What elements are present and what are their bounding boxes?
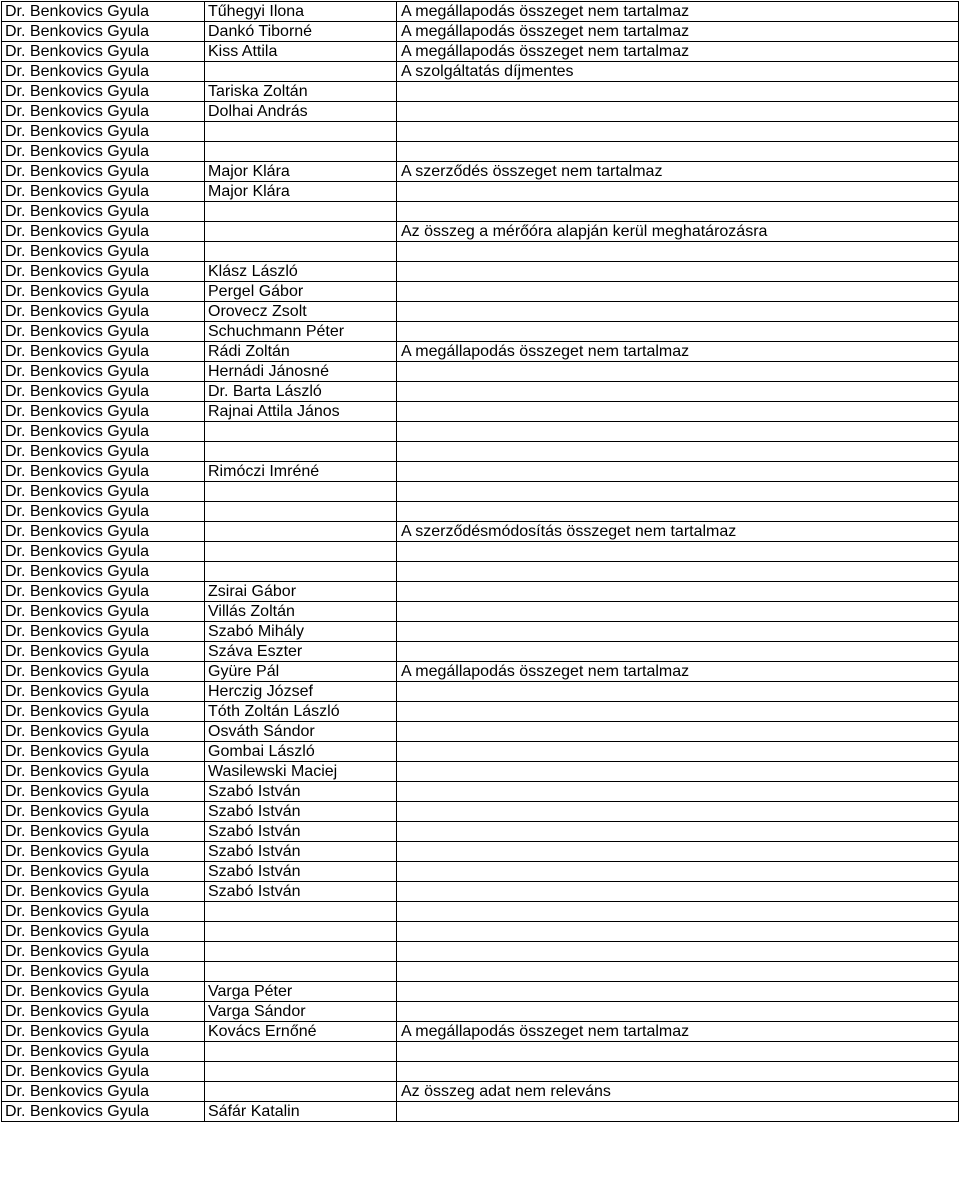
table-row	[2, 62, 959, 82]
responsible-person-cell: Dr. Benkovics Gyula	[2, 42, 205, 62]
contract-party-cell	[205, 1082, 397, 1102]
note-cell	[397, 302, 959, 322]
contract-party-cell: Pergel Gábor	[205, 282, 397, 302]
table-row	[2, 782, 959, 802]
note-cell: A megállapodás összeget nem tartalmaz	[397, 662, 959, 682]
responsible-person-cell: Dr. Benkovics Gyula	[2, 822, 205, 842]
table-row	[2, 762, 959, 782]
responsible-person-cell: Dr. Benkovics Gyula	[2, 582, 205, 602]
contract-party-cell: Major Klára	[205, 162, 397, 182]
table-row	[2, 982, 959, 1002]
table-row	[2, 22, 959, 42]
responsible-person-cell: Dr. Benkovics Gyula	[2, 222, 205, 242]
contract-party-cell	[205, 422, 397, 442]
responsible-person-cell: Dr. Benkovics Gyula	[2, 202, 205, 222]
note-cell	[397, 802, 959, 822]
table-row	[2, 942, 959, 962]
responsible-person-cell: Dr. Benkovics Gyula	[2, 482, 205, 502]
table-row	[2, 322, 959, 342]
responsible-person-cell: Dr. Benkovics Gyula	[2, 722, 205, 742]
table-row	[2, 2, 959, 22]
table-row	[2, 182, 959, 202]
responsible-person-cell: Dr. Benkovics Gyula	[2, 982, 205, 1002]
note-cell	[397, 702, 959, 722]
note-cell: A megállapodás összeget nem tartalmaz	[397, 2, 959, 22]
contract-party-cell	[205, 942, 397, 962]
contract-party-cell: Zsirai Gábor	[205, 582, 397, 602]
contract-party-cell: Szabó István	[205, 782, 397, 802]
contract-party-cell: Gyüre Pál	[205, 662, 397, 682]
table-row	[2, 962, 959, 982]
note-cell	[397, 562, 959, 582]
contract-party-cell: Sáfár Katalin	[205, 1102, 397, 1122]
table-row	[2, 702, 959, 722]
contract-party-cell: Wasilewski Maciej	[205, 762, 397, 782]
table-row	[2, 282, 959, 302]
table-row	[2, 602, 959, 622]
responsible-person-cell: Dr. Benkovics Gyula	[2, 942, 205, 962]
responsible-person-cell: Dr. Benkovics Gyula	[2, 442, 205, 462]
responsible-person-cell: Dr. Benkovics Gyula	[2, 382, 205, 402]
contract-party-cell: Dankó Tiborné	[205, 22, 397, 42]
note-cell	[397, 282, 959, 302]
table-row	[2, 302, 959, 322]
table-row	[2, 882, 959, 902]
responsible-person-cell: Dr. Benkovics Gyula	[2, 182, 205, 202]
responsible-person-cell: Dr. Benkovics Gyula	[2, 302, 205, 322]
table-row	[2, 262, 959, 282]
contract-party-cell: Szabó Mihály	[205, 622, 397, 642]
table-row	[2, 1102, 959, 1122]
note-cell	[397, 82, 959, 102]
contract-party-cell: Kiss Attila	[205, 42, 397, 62]
note-cell	[397, 1002, 959, 1022]
responsible-person-cell: Dr. Benkovics Gyula	[2, 502, 205, 522]
table-row	[2, 682, 959, 702]
responsible-person-cell: Dr. Benkovics Gyula	[2, 862, 205, 882]
note-cell	[397, 582, 959, 602]
note-cell	[397, 1062, 959, 1082]
contract-party-cell	[205, 902, 397, 922]
note-cell	[397, 882, 959, 902]
contract-party-cell	[205, 922, 397, 942]
note-cell	[397, 402, 959, 422]
contract-party-cell	[205, 142, 397, 162]
responsible-person-cell: Dr. Benkovics Gyula	[2, 1002, 205, 1022]
note-cell	[397, 942, 959, 962]
responsible-person-cell: Dr. Benkovics Gyula	[2, 462, 205, 482]
responsible-person-cell: Dr. Benkovics Gyula	[2, 542, 205, 562]
responsible-person-cell: Dr. Benkovics Gyula	[2, 962, 205, 982]
responsible-person-cell: Dr. Benkovics Gyula	[2, 902, 205, 922]
note-cell	[397, 542, 959, 562]
contract-party-cell: Szabó István	[205, 882, 397, 902]
responsible-person-cell: Dr. Benkovics Gyula	[2, 2, 205, 22]
table-row	[2, 382, 959, 402]
contract-party-cell: Hernádi Jánosné	[205, 362, 397, 382]
contract-party-cell: Tariska Zoltán	[205, 82, 397, 102]
contract-party-cell: Gombai László	[205, 742, 397, 762]
contract-party-cell: Dr. Barta László	[205, 382, 397, 402]
contract-party-cell: Rimóczi Imréné	[205, 462, 397, 482]
table-row	[2, 582, 959, 602]
responsible-person-cell: Dr. Benkovics Gyula	[2, 762, 205, 782]
contract-party-cell: Osváth Sándor	[205, 722, 397, 742]
table-row	[2, 342, 959, 362]
table-row	[2, 142, 959, 162]
table-row	[2, 922, 959, 942]
table-row	[2, 122, 959, 142]
note-cell	[397, 422, 959, 442]
contract-party-cell	[205, 1042, 397, 1062]
contract-party-cell	[205, 442, 397, 462]
note-cell	[397, 842, 959, 862]
table-row	[2, 722, 959, 742]
note-cell: A szolgáltatás díjmentes	[397, 62, 959, 82]
contract-party-cell	[205, 542, 397, 562]
note-cell: A megállapodás összeget nem tartalmaz	[397, 342, 959, 362]
contract-party-cell: Varga Sándor	[205, 1002, 397, 1022]
contract-party-cell	[205, 562, 397, 582]
table-row	[2, 222, 959, 242]
contract-party-cell	[205, 242, 397, 262]
table-row	[2, 562, 959, 582]
responsible-person-cell: Dr. Benkovics Gyula	[2, 102, 205, 122]
contract-party-cell	[205, 482, 397, 502]
table-row	[2, 1042, 959, 1062]
contract-party-cell: Orovecz Zsolt	[205, 302, 397, 322]
contract-party-cell: Szabó István	[205, 862, 397, 882]
note-cell	[397, 762, 959, 782]
note-cell	[397, 902, 959, 922]
contract-party-cell: Tóth Zoltán László	[205, 702, 397, 722]
responsible-person-cell: Dr. Benkovics Gyula	[2, 342, 205, 362]
contract-party-cell	[205, 522, 397, 542]
table-row	[2, 842, 959, 862]
contract-party-cell: Dolhai András	[205, 102, 397, 122]
responsible-person-cell: Dr. Benkovics Gyula	[2, 842, 205, 862]
table-row	[2, 662, 959, 682]
responsible-person-cell: Dr. Benkovics Gyula	[2, 242, 205, 262]
responsible-person-cell: Dr. Benkovics Gyula	[2, 262, 205, 282]
table-row	[2, 82, 959, 102]
contract-party-cell	[205, 222, 397, 242]
note-cell	[397, 962, 959, 982]
contract-party-cell: Rajnai Attila János	[205, 402, 397, 422]
table-row	[2, 642, 959, 662]
table-row	[2, 362, 959, 382]
responsible-person-cell: Dr. Benkovics Gyula	[2, 422, 205, 442]
contract-party-cell	[205, 1062, 397, 1082]
note-cell	[397, 982, 959, 1002]
contract-party-cell: Tűhegyi Ilona	[205, 2, 397, 22]
note-cell: A megállapodás összeget nem tartalmaz	[397, 22, 959, 42]
responsible-person-cell: Dr. Benkovics Gyula	[2, 402, 205, 422]
contract-party-cell	[205, 122, 397, 142]
note-cell	[397, 322, 959, 342]
responsible-person-cell: Dr. Benkovics Gyula	[2, 802, 205, 822]
note-cell	[397, 102, 959, 122]
table-row	[2, 422, 959, 442]
note-cell	[397, 602, 959, 622]
note-cell	[397, 462, 959, 482]
note-cell	[397, 242, 959, 262]
note-cell	[397, 622, 959, 642]
table-row	[2, 42, 959, 62]
contract-party-cell: Klász László	[205, 262, 397, 282]
responsible-person-cell: Dr. Benkovics Gyula	[2, 622, 205, 642]
note-cell	[397, 142, 959, 162]
note-cell	[397, 722, 959, 742]
table-row	[2, 862, 959, 882]
contract-party-cell: Szabó István	[205, 822, 397, 842]
note-cell: Az összeg a mérőóra alapján kerül meghatározásra	[397, 222, 959, 242]
contract-party-cell: Szabó István	[205, 802, 397, 822]
note-cell	[397, 442, 959, 462]
contract-party-cell: Varga Péter	[205, 982, 397, 1002]
contract-party-cell	[205, 502, 397, 522]
table-row	[2, 542, 959, 562]
table-row	[2, 162, 959, 182]
note-cell: A szerződésmódosítás összeget nem tartalmaz	[397, 522, 959, 542]
responsible-person-cell: Dr. Benkovics Gyula	[2, 782, 205, 802]
table-row	[2, 822, 959, 842]
note-cell	[397, 862, 959, 882]
responsible-person-cell: Dr. Benkovics Gyula	[2, 602, 205, 622]
note-cell: A megállapodás összeget nem tartalmaz	[397, 1022, 959, 1042]
responsible-person-cell: Dr. Benkovics Gyula	[2, 522, 205, 542]
responsible-person-cell: Dr. Benkovics Gyula	[2, 62, 205, 82]
table-body	[2, 2, 959, 1122]
note-cell	[397, 382, 959, 402]
table-row	[2, 482, 959, 502]
table-row	[2, 102, 959, 122]
table-row	[2, 242, 959, 262]
contract-party-cell: Villás Zoltán	[205, 602, 397, 622]
responsible-person-cell: Dr. Benkovics Gyula	[2, 1022, 205, 1042]
table-row	[2, 622, 959, 642]
contracts-table	[1, 1, 959, 1122]
responsible-person-cell: Dr. Benkovics Gyula	[2, 702, 205, 722]
responsible-person-cell: Dr. Benkovics Gyula	[2, 642, 205, 662]
table-row	[2, 902, 959, 922]
responsible-person-cell: Dr. Benkovics Gyula	[2, 22, 205, 42]
responsible-person-cell: Dr. Benkovics Gyula	[2, 1062, 205, 1082]
contract-party-cell: Kovács Ernőné	[205, 1022, 397, 1042]
contract-party-cell: Major Klára	[205, 182, 397, 202]
note-cell	[397, 822, 959, 842]
responsible-person-cell: Dr. Benkovics Gyula	[2, 162, 205, 182]
responsible-person-cell: Dr. Benkovics Gyula	[2, 282, 205, 302]
table-row	[2, 462, 959, 482]
contract-party-cell: Szabó István	[205, 842, 397, 862]
table-row	[2, 442, 959, 462]
table-row	[2, 1082, 959, 1102]
table-row	[2, 802, 959, 822]
note-cell	[397, 1042, 959, 1062]
note-cell	[397, 362, 959, 382]
responsible-person-cell: Dr. Benkovics Gyula	[2, 1042, 205, 1062]
note-cell	[397, 782, 959, 802]
table-row	[2, 202, 959, 222]
responsible-person-cell: Dr. Benkovics Gyula	[2, 122, 205, 142]
responsible-person-cell: Dr. Benkovics Gyula	[2, 1102, 205, 1122]
table-row	[2, 402, 959, 422]
responsible-person-cell: Dr. Benkovics Gyula	[2, 682, 205, 702]
contract-party-cell: Herczig József	[205, 682, 397, 702]
table-row	[2, 502, 959, 522]
contract-party-cell: Schuchmann Péter	[205, 322, 397, 342]
responsible-person-cell: Dr. Benkovics Gyula	[2, 82, 205, 102]
note-cell	[397, 502, 959, 522]
note-cell	[397, 122, 959, 142]
contract-party-cell	[205, 202, 397, 222]
note-cell	[397, 922, 959, 942]
note-cell	[397, 682, 959, 702]
table-row	[2, 742, 959, 762]
responsible-person-cell: Dr. Benkovics Gyula	[2, 1082, 205, 1102]
responsible-person-cell: Dr. Benkovics Gyula	[2, 142, 205, 162]
table-row	[2, 522, 959, 542]
contract-party-cell	[205, 62, 397, 82]
contract-party-cell	[205, 962, 397, 982]
responsible-person-cell: Dr. Benkovics Gyula	[2, 662, 205, 682]
note-cell	[397, 182, 959, 202]
table-row	[2, 1022, 959, 1042]
table-row	[2, 1062, 959, 1082]
note-cell: A szerződés összeget nem tartalmaz	[397, 162, 959, 182]
note-cell: A megállapodás összeget nem tartalmaz	[397, 42, 959, 62]
responsible-person-cell: Dr. Benkovics Gyula	[2, 362, 205, 382]
note-cell	[397, 1102, 959, 1122]
responsible-person-cell: Dr. Benkovics Gyula	[2, 742, 205, 762]
table-row	[2, 1002, 959, 1022]
note-cell	[397, 642, 959, 662]
note-cell	[397, 482, 959, 502]
responsible-person-cell: Dr. Benkovics Gyula	[2, 882, 205, 902]
responsible-person-cell: Dr. Benkovics Gyula	[2, 562, 205, 582]
responsible-person-cell: Dr. Benkovics Gyula	[2, 922, 205, 942]
note-cell	[397, 262, 959, 282]
note-cell: Az összeg adat nem releváns	[397, 1082, 959, 1102]
contract-party-cell: Rádi Zoltán	[205, 342, 397, 362]
contract-party-cell: Száva Eszter	[205, 642, 397, 662]
responsible-person-cell: Dr. Benkovics Gyula	[2, 322, 205, 342]
note-cell	[397, 202, 959, 222]
note-cell	[397, 742, 959, 762]
